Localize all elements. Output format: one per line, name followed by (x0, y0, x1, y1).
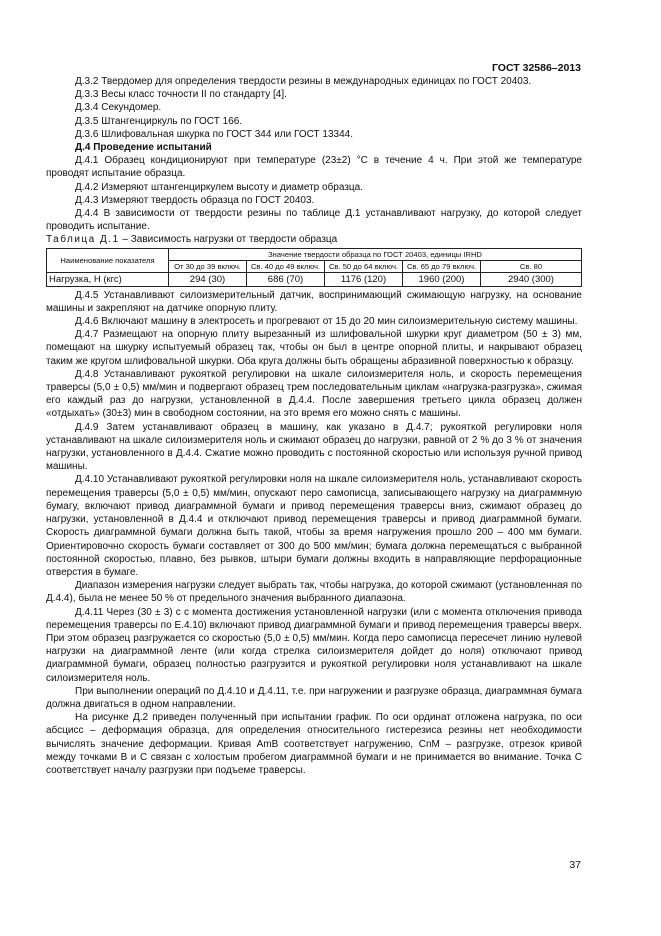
table-subheader: Св. 65 до 79 включ. (403, 260, 481, 272)
paragraph-d43: Д.4.3 Измеряют твердость образца по ГОСТ 20403. (75, 194, 315, 206)
paragraph-d44: Д.4.4 В зависимости от твердости резины по таблице Д.1 устанавливают нагрузку, до которой следует проводить испытание. (46, 208, 582, 233)
paragraph-d48: Д.4.8 Устанавливают рукояткой регулировки на шкале силоизмерителя ноль, и скорость перемещения траверсы (5,0 ± 0,5) мм/мин и подвергают образец трем последовательным циклам «нагрузка-разгрузка», сжимая его каждый раз до нагрузки, установленной в Д.4.4. После завершения третьего цикла образец должен «отдыхать» (30±3) мин в свободном состоянии, на это время его можно снять с машины. (46, 368, 582, 420)
paragraph-d33: Д.3.3 Весы класс точности II по стандарту [4]. (75, 89, 287, 101)
paragraph-load-range: Диапазон измерения нагрузки следует выбрать так, чтобы нагрузка, до которой сжимают (установленная по Д.4.4), была не менее 50 % от предельного значения выбранного диапазона. (46, 580, 582, 605)
paragraph-d411: Д.4.11 Через (30 ± 3) с с момента достижения установленной нагрузки (или с момента отключения привода перемещения траверсы по Е.4.10) включают привод диаграммной бумаги и привод перемещения траверсы вверх. При этом образец разгружается со скоростью (5,0 ± 0,5) мм/мин. Когда перо самописца пересечет линию нулевой нагрузки на диаграммной ленте (или когда стрелка силоизмерителя дойдет до ноля) отключают привод диаграммной бумаги, образец полностью разгрузится и рукояткой регулировки ноля устанавливают на шкале силоизмерителя ноль. (46, 606, 582, 684)
document-header: ГОСТ 32586–2013 (491, 62, 581, 74)
table-header-row (47, 248, 582, 260)
table-caption-title: Зависимость нагрузки от твердости образца (130, 234, 338, 246)
section-heading-d4: Д.4 Проведение испытаний (75, 142, 212, 154)
paragraph-d45: Д.4.5 Устанавливают силоизмерительный датчик, воспринимающий сжимающую нагрузку, на основание машины и закрепляют на датчике опорную плиту. (46, 289, 582, 314)
table-cell: 686 (70) (247, 272, 325, 286)
table-cell: 1176 (120) (325, 272, 403, 286)
table-cell: 294 (30) (169, 272, 247, 286)
paragraph-d46: Д.4.6 Включают машину в электросеть и прогревают от 15 до 20 мин силоизмерительную систему машины. (75, 316, 578, 328)
paragraph-d47: Д.4.7 Размещают на опорную плиту вырезанный из шлифовальной шкурки круг диаметром (50 ± 3) мм, помещают на шкурку испытуемый образец так, чтобы он был в центре опорной плиты, и накрывают образец таким же кругом шлифовальной шкурки. Оба круга должны быть обращены абразивной поверхностью к образцу. (46, 329, 582, 367)
table-row (47, 272, 582, 286)
paragraph-d410: Д.4.10 Устанавливают рукояткой регулировки ноля на шкале силоизмерителя ноль, устанавливают скорость перемещения траверсы (5,0 ± 0,5) мм/мин, опускают перо самописца, записывающего нагрузку на диаграммную бумагу, включают привод диаграммной бумаги и привод перемещения траверсы вниз, сжимают образец до нагрузки, установленной в Д.4.4 и отключают привод перемещения траверсы и привод диаграммной бумаги. Скорость диаграммной бумаги должна быть такой, чтобы за время нагружения прошло 200 – 400 мм бумаги. Ориентировочно скорость бумаги составляет от 300 до 500 мм/мин; бумага должна перемещаться с выбранной постоянной скоростью, плавно, без рывков, штыри бумаги должны входить в направляющие перфорационные отверстия в бумаге. (46, 474, 582, 578)
paragraph-d32: Д.3.2 Твердомер для определения твердости резины в международных единицах по ГОСТ 20403. (75, 76, 532, 87)
paragraph-d35: Д.3.5 Штангенциркуль по ГОСТ 166. (75, 115, 243, 127)
table-subheader: Св. 50 до 64 включ. (325, 260, 403, 272)
table-caption-label: Таблица Д.1 (46, 234, 120, 246)
table-caption (46, 233, 582, 246)
table-col-header-indicator: Наименование показателя (47, 248, 169, 272)
table-subheader: От 30 до 39 включ. (169, 260, 247, 272)
paragraph-d34: Д.3.4 Секундомер. (75, 102, 162, 114)
load-hardness-table (46, 248, 582, 287)
paragraph-d42: Д.4.2 Измеряют штангенциркулем высоту и диаметр образца. (75, 181, 363, 193)
table-cell: 2940 (300) (481, 272, 582, 286)
paragraph-d49: Д.4.9 Затем устанавливают образец в машину, как указано в Д.4.7; рукояткой регулировки ноля устанавливают на шкале силоизмерителя ноль и сжимают образец до нагрузки, равной от 2 % до 3 % от значения нагрузки, установленного в Д.4.4. Сжатие можно проводить с постоянной скоростью или используя ручной привод машины. (46, 421, 582, 473)
document-body (46, 75, 582, 777)
table-group-header: Значение твердости образца по ГОСТ 20403, единицы IRHD (169, 248, 582, 260)
table-row-label: Нагрузка, Н (кгс) (47, 272, 169, 286)
table-subheader: Св. 40 до 49 включ. (247, 260, 325, 272)
table-cell: 1960 (200) (403, 272, 481, 286)
paragraph-d36: Д.3.6 Шлифовальная шкурка по ГОСТ 344 или ГОСТ 13344. (75, 128, 353, 140)
table-caption-dash: – (119, 234, 131, 246)
table-subheader: Св. 80 (481, 260, 582, 272)
paragraph-d41: Д.4.1 Образец кондиционируют при температуре (23±2) °С в течение 4 ч. При этой же температуре проводят испытание образца. (46, 155, 582, 180)
paragraph-paper-direction: При выполнении операций по Д.4.10 и Д.4.11, т.е. при нагружении и разгрузке образца, диаграммная бумага должна двигаться в одном направлении. (46, 685, 582, 710)
page-number: 37 (569, 859, 581, 871)
paragraph-figure-d2: На рисунке Д.2 приведен полученный при испытании график. По оси ординат отложена нагрузка, по оси абсцисс – деформация образца, для определения относительного гистерезиса резины нет необходимости вычислять значение деформации. Кривая АmВ соответствует нагружению, СnМ – разгрузке, отрезок кривой между точками В и С связан с холостым пробегом диаграммной бумаги и не принимается во внимание. Точка С соответствует началу разгрузки при подъеме траверсы. (46, 712, 582, 776)
